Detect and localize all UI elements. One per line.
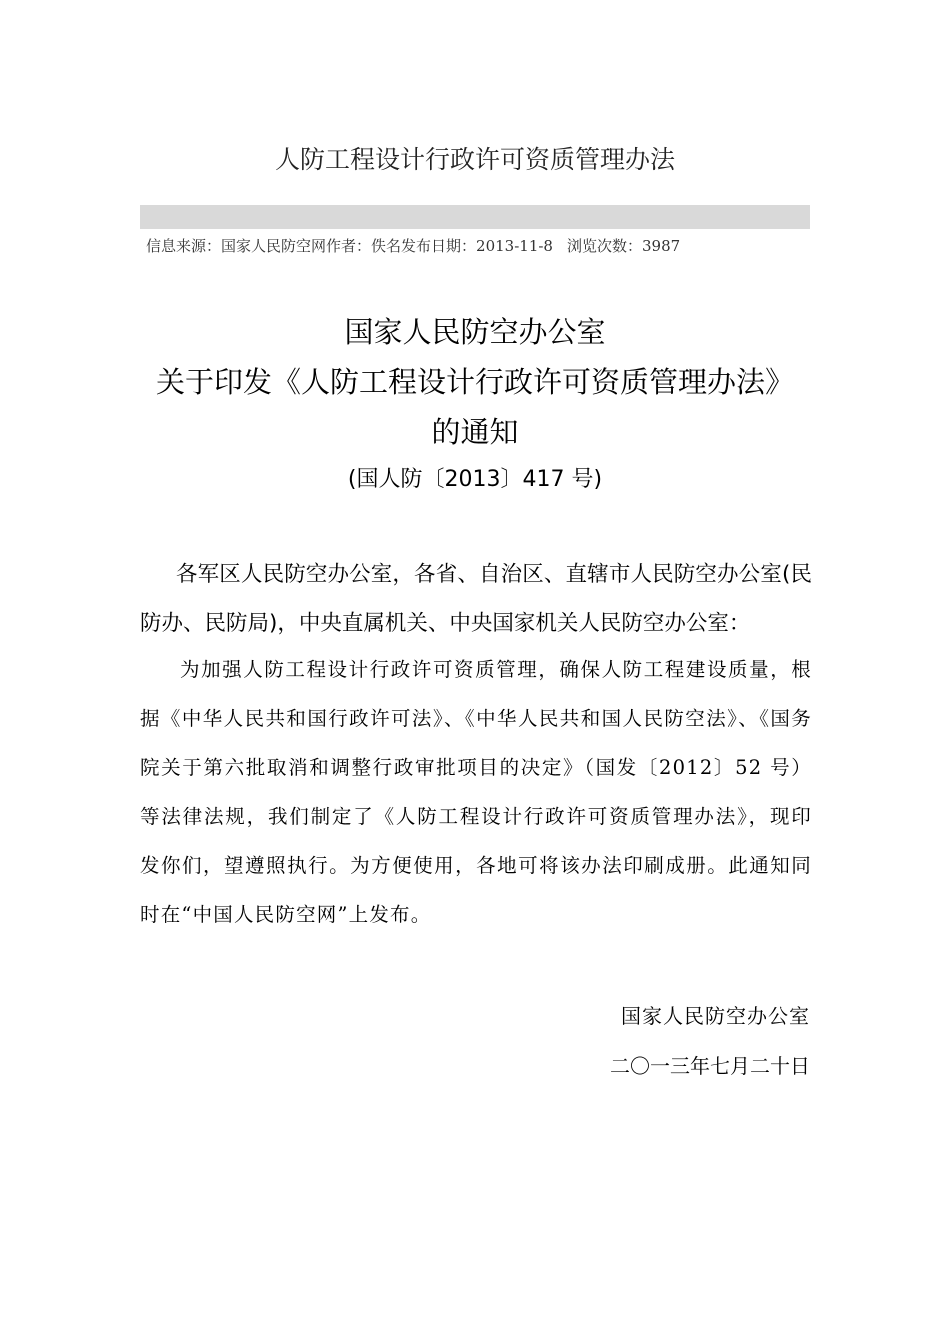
meta-source: 信息来源：国家人民防空网 — [146, 237, 327, 255]
notice-heading-line-2: 关于印发《人防工程设计行政许可资质管理办法》 — [155, 365, 794, 399]
signature-date: 二〇一三年七月二十日 — [610, 1054, 810, 1078]
page-title: 人防工程设计行政许可资质管理办法 — [274, 145, 675, 174]
meta-views: 浏览次数：3987 — [566, 237, 681, 255]
signature-organization: 国家人民防空办公室 — [621, 1004, 810, 1028]
document-number: (国人防〔2013〕417 号) — [347, 467, 603, 492]
notice-heading-line-3: 的通知 — [431, 415, 519, 449]
meta-author: 作者：佚名 — [326, 237, 402, 255]
body-paragraph: 为加强人防工程设计行政许可资质管理，确保人防工程建设质量，根据《中华人民共和国行政许可法》、《中华人民共和国人民防空法》、《国务院关于第六批取消和调整行政审批项目的决定》（国发〔2012〕52 号）等法律法规，我们制定了《人防工程设计行政许可资质管理办法》，现印发你们，望遵照执行。为方便使用，各地可将该办法印刷成册。此通知同时在“中国人民防空网”上发布。 — [140, 658, 812, 926]
title-divider-bar — [140, 205, 810, 229]
meta-date: 发布日期：2013-11-8 — [401, 237, 553, 255]
notice-heading-line-1: 国家人民防空办公室 — [344, 315, 606, 349]
article-meta — [146, 235, 816, 257]
addressee-paragraph: 各军区人民防空办公室，各省、自治区、直辖市人民防空办公室(民防办、民防局)，中央直属机关、中央国家机关人民防空办公室： — [140, 562, 812, 636]
